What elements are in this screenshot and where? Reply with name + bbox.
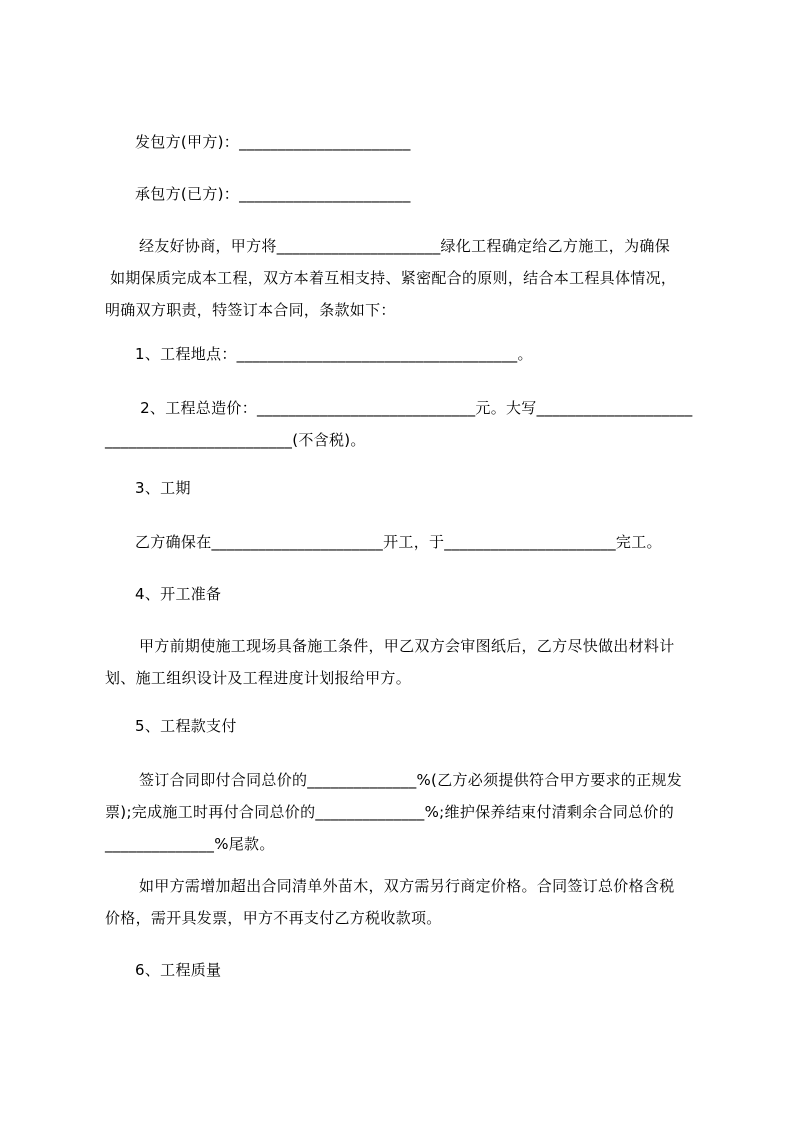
section-1-location: 1、工程地点：____________________________________。 [135,345,533,363]
section-6-title: 6、工程质量 [135,961,222,979]
section-4-title: 4、开工准备 [135,585,222,603]
section-5-body [105,770,705,866]
intro-paragraph [105,236,705,332]
party-a-line: 发包方(甲方)：______________________ [135,133,411,151]
payment-line-2: 票);完成施工时再付合同总价的______________%;维护保养结束付清剩余合同总价的 [105,803,675,821]
payment-line-3: ______________%尾款。 [105,835,275,853]
price-line-2: ________________________(不含税)。 [105,431,366,449]
intro-line-3: 明确双方职责，特签订本合同，条款如下： [105,301,396,319]
section-3-title: 3、工期 [135,479,191,497]
section-5-extra [105,876,705,940]
price-line-1: 2、工程总造价：____________________________元。大写____________________ [135,399,693,417]
party-b-line: 承包方(已方)：______________________ [135,185,411,203]
prep-line-2: 划、施工组织设计及工程进度计划报给甲方。 [105,669,412,687]
extra-line-2: 价格，需开具发票，甲方不再支付乙方税收款项。 [105,909,442,927]
intro-line-2: 如期保质完成本工程，双方本着互相支持、紧密配合的原则，结合本工程具体情况， [105,269,677,287]
section-5-title: 5、工程款支付 [135,717,237,735]
section-2-price [105,398,705,462]
section-4-body [105,636,705,700]
section-3-body: 乙方确保在______________________开工，于______________________完工。 [135,533,662,551]
extra-line-1: 如甲方需增加超出合同清单外苗木，双方需另行商定价格。合同签订总价格含税 [139,877,675,895]
intro-line-1: 经友好协商，甲方将_____________________绿化工程确定给乙方施工，为确保 [139,237,671,255]
payment-line-1: 签订合同即付合同总价的______________%(乙方必须提供符合甲方要求的正规发 [139,771,683,789]
prep-line-1: 甲方前期使施工现场具备施工条件，甲乙双方会审图纸后，乙方尽快做出材料计 [139,637,675,655]
